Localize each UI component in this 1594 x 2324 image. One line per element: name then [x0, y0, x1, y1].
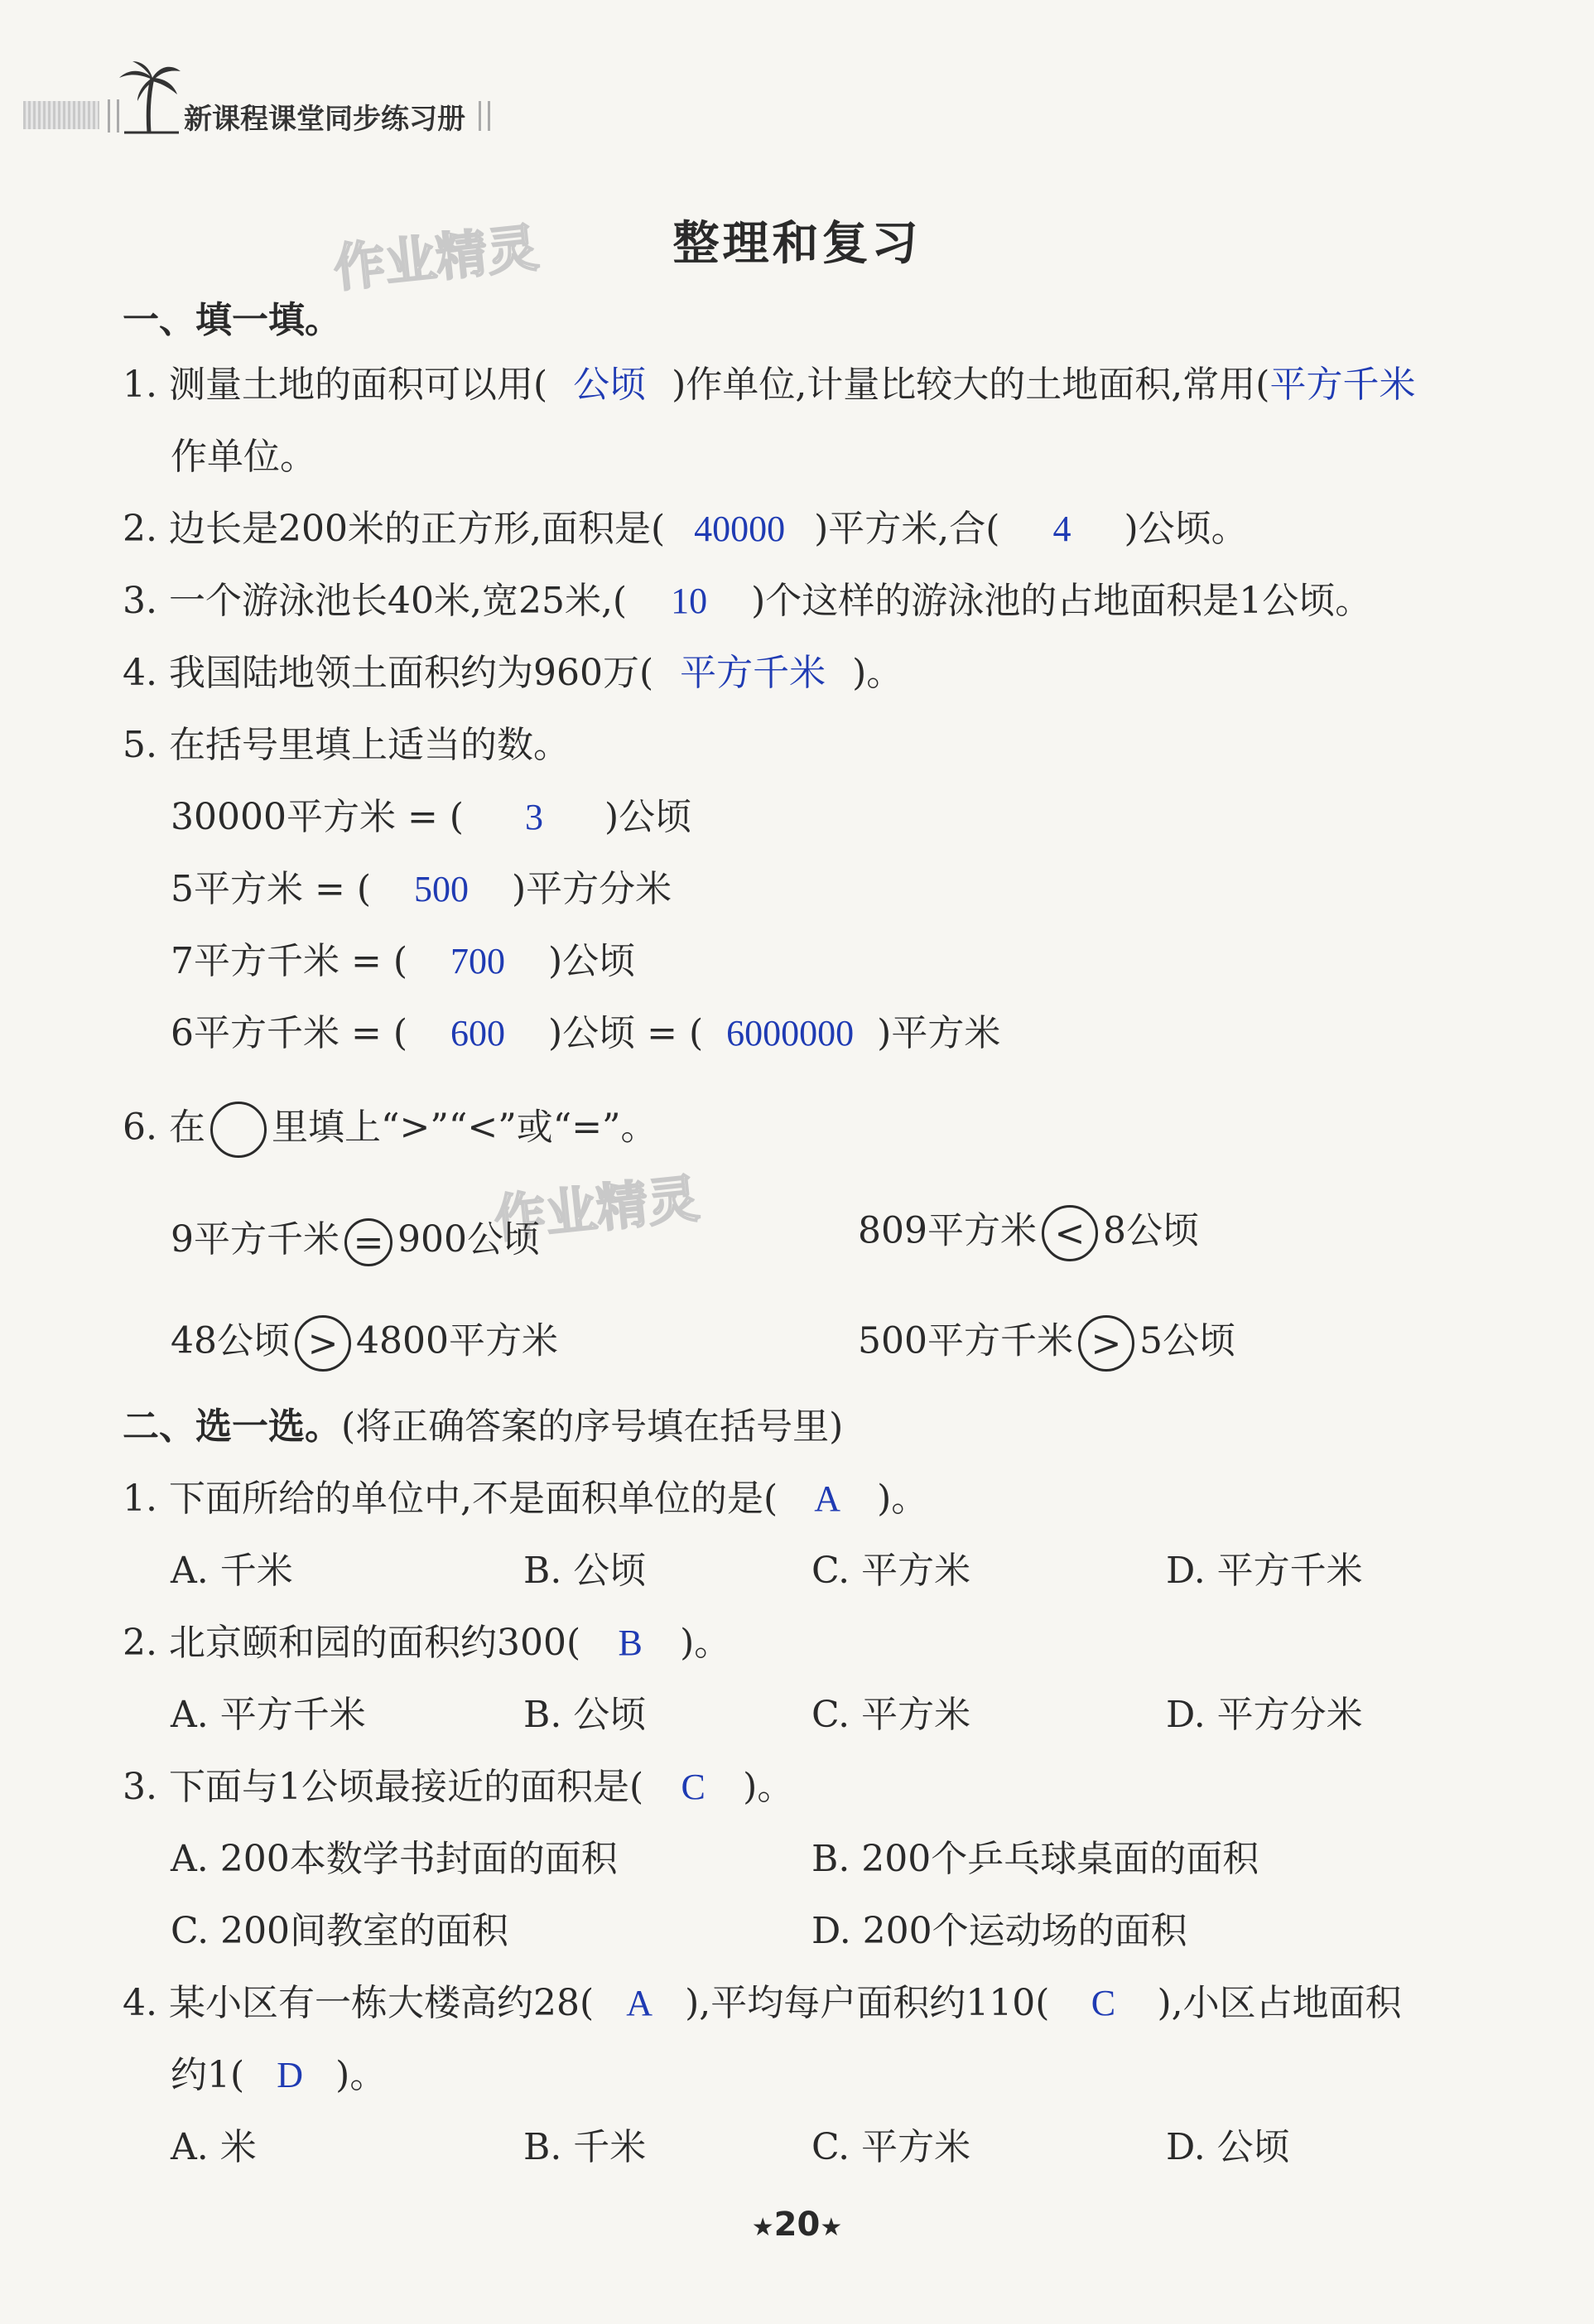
question-text: ),小区占地面积	[1157, 1982, 1402, 2024]
answer: 6000000	[726, 1013, 855, 1054]
answer: 3	[524, 797, 543, 837]
compare-right: 900公顷	[397, 1218, 540, 1261]
star-icon: ★	[820, 2213, 843, 2242]
answer: 600	[450, 1013, 505, 1054]
question-text: 在	[168, 1106, 205, 1149]
question-text: 7平方千米 = (	[171, 940, 407, 982]
answer: 500	[414, 869, 469, 909]
answer: 平方千米	[1269, 364, 1416, 405]
option-B: B. 200个乒乓球桌面的面积	[811, 1838, 1259, 1880]
question-text: )个这样的游泳池的占地面积是1公顷。	[751, 580, 1372, 622]
question-text: 北京颐和园的面积约300(	[168, 1622, 581, 1664]
section2-heading: 二、选一选。	[123, 1405, 341, 1448]
question-2-4	[123, 1979, 1402, 2028]
answer: A	[626, 1983, 653, 2023]
option-D: D. 平方分米	[1166, 1694, 1363, 1736]
option-A: A. 千米	[171, 1550, 293, 1592]
question-number: 1.	[123, 364, 157, 406]
compare-left: 9平方千米	[171, 1218, 340, 1261]
question-text: )公顷	[548, 940, 636, 982]
answer: A	[814, 1478, 841, 1519]
question-1-2	[123, 504, 1248, 554]
question-text: 一个游泳池长40米,宽25米,(	[168, 580, 628, 622]
question-text: ),平均每户面积约110(	[685, 1982, 1050, 2024]
section2-note: (将正确答案的序号填在括号里)	[341, 1405, 844, 1448]
compare-left: 809平方米	[858, 1209, 1037, 1252]
question-text: 下面所给的单位中,不是面积单位的是(	[168, 1478, 778, 1520]
question-text: )。	[877, 1478, 928, 1520]
answer: 700	[450, 941, 505, 981]
question-text: )平方分米	[512, 868, 672, 910]
compare-left: 48公顷	[171, 1319, 290, 1362]
question-2-2	[123, 1618, 730, 1668]
option-C: C. 平方米	[811, 1550, 971, 1592]
answer: C	[1091, 1983, 1116, 2023]
page-number	[0, 2206, 1594, 2244]
question-1-6	[123, 1102, 657, 1158]
conversion-row-2	[171, 865, 672, 914]
page-title: 整理和复习	[672, 217, 922, 271]
question-1-1	[123, 360, 1415, 410]
question-text: 5平方米 = (	[171, 868, 371, 910]
compare-symbol: =	[344, 1218, 392, 1266]
question-2-3	[123, 1762, 793, 1812]
answer: 公顷	[573, 364, 647, 405]
question-number: 5.	[123, 724, 157, 766]
answer: 40000	[694, 509, 786, 549]
question-text: )平方米,合(	[814, 508, 1000, 550]
answer: C	[681, 1767, 706, 1807]
question-text: )。	[852, 652, 903, 694]
question-text: )平方米	[877, 1012, 1001, 1054]
watermark: 作业精灵	[491, 1168, 702, 1250]
question-text: )。	[335, 2054, 387, 2096]
question-text: )公顷。	[1124, 508, 1248, 550]
question-number: 1.	[123, 1478, 157, 1520]
empty-circle-icon	[210, 1102, 267, 1158]
question-text: )作单位,计量比较大的土地面积,常用(	[672, 364, 1270, 406]
question-text: 我国陆地领土面积约为960万(	[168, 652, 654, 694]
watermark: 作业精灵	[330, 217, 542, 299]
star-icon: ★	[751, 2213, 774, 2242]
answer: 10	[671, 581, 708, 621]
conversion-row-4	[171, 1009, 1000, 1058]
answer: B	[618, 1622, 643, 1663]
compare-right: 5公顷	[1139, 1319, 1235, 1362]
question-text: )公顷 = (	[548, 1012, 704, 1054]
question-1-4	[123, 649, 903, 698]
option-C: C. 平方米	[811, 2126, 971, 2168]
question-number: 2.	[123, 508, 157, 550]
question-2-1	[123, 1474, 927, 1524]
option-A: A. 200本数学书封面的面积	[171, 1838, 618, 1880]
question-text: 测量土地的面积可以用(	[168, 364, 548, 406]
question-number: 2.	[123, 1622, 157, 1664]
question-2-4-cont	[171, 2051, 386, 2100]
question-text: )。	[743, 1766, 794, 1808]
section2-heading-line	[123, 1402, 843, 1452]
question-text: 下面与1公顷最接近的面积是(	[168, 1766, 644, 1808]
compare-right: 4800平方米	[356, 1319, 558, 1362]
option-B: B. 公顷	[523, 1550, 647, 1592]
question-1-1-cont: 作单位。	[171, 436, 316, 478]
compare-item-2	[858, 1205, 1199, 1261]
question-text: 边长是200米的正方形,面积是(	[168, 508, 666, 550]
compare-symbol: <	[1042, 1205, 1098, 1261]
compare-item-1	[171, 1215, 540, 1266]
compare-symbol: >	[1078, 1315, 1134, 1372]
question-number: 3.	[123, 1766, 157, 1808]
option-D: D. 公顷	[1166, 2126, 1290, 2168]
option-B: B. 千米	[523, 2126, 647, 2168]
question-1-5	[123, 721, 570, 770]
question-text: )公顷	[604, 796, 692, 838]
question-number: 4.	[123, 1982, 157, 2024]
question-text: )。	[680, 1622, 731, 1664]
answer: 4	[1052, 509, 1071, 549]
option-D: D. 平方千米	[1166, 1550, 1363, 1592]
option-C: C. 200间教室的面积	[171, 1910, 509, 1952]
conversion-row-1	[171, 793, 691, 842]
question-text: 约1(	[171, 2054, 245, 2096]
question-text: 6平方千米 = (	[171, 1012, 407, 1054]
header-decoration-bar	[23, 101, 99, 129]
question-number: 4.	[123, 652, 157, 694]
compare-item-4	[858, 1315, 1235, 1372]
option-A: A. 米	[171, 2126, 257, 2168]
book-title: 新课程课堂同步练习册	[184, 103, 465, 136]
compare-symbol: >	[295, 1315, 351, 1372]
question-text: 30000平方米 = (	[171, 796, 464, 838]
section1-heading: 一、填一填。	[123, 299, 341, 341]
compare-item-3	[171, 1315, 558, 1372]
header-divider-right	[479, 101, 490, 131]
option-A: A. 平方千米	[171, 1694, 366, 1736]
question-text: 里填上“>”“<”或“=”。	[271, 1106, 657, 1149]
question-text: 某小区有一栋大楼高约28(	[168, 1982, 595, 2024]
page-number-value: 20	[773, 2206, 821, 2244]
question-number: 3.	[123, 580, 157, 622]
option-D: D. 200个运动场的面积	[811, 1910, 1187, 1952]
answer: 平方千米	[680, 653, 826, 693]
option-B: B. 公顷	[523, 1694, 647, 1736]
option-C: C. 平方米	[811, 1694, 971, 1736]
answer: D	[277, 2055, 304, 2095]
compare-left: 500平方千米	[858, 1319, 1073, 1362]
compare-right: 8公顷	[1102, 1209, 1199, 1252]
question-1-3	[123, 576, 1371, 626]
palm-tree-icon	[116, 60, 182, 134]
question-text: 在括号里填上适当的数。	[168, 724, 570, 766]
conversion-row-3	[171, 937, 635, 986]
question-number: 6.	[123, 1106, 157, 1149]
